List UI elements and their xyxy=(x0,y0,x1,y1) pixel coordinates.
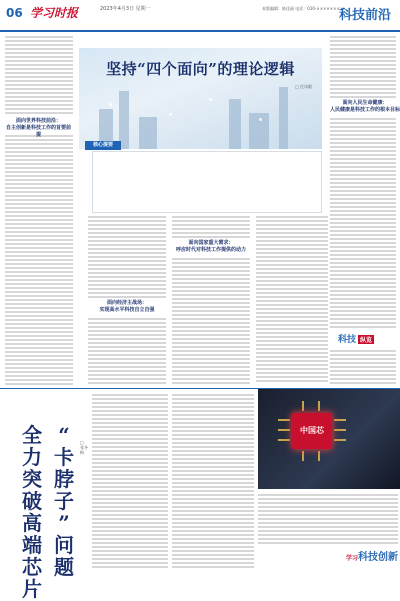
date-line: 2023年4月3日 星期一 xyxy=(100,6,151,12)
lead-title: 坚持“四个面向”的理论逻辑 xyxy=(106,60,295,78)
paper-name: 学习时报 xyxy=(30,6,79,20)
footer-main: 科技创新 xyxy=(358,552,399,563)
title-char: 脖 xyxy=(54,467,74,491)
title-char: 子 xyxy=(54,489,74,513)
editor-info: 本版编辑：陈佳丽 电话：010-×××××××× xyxy=(262,6,344,11)
title-char: 突 xyxy=(22,467,42,491)
subhead-2: 面向经济主战场： 实现高水平科技自立自强 xyxy=(99,300,155,313)
bottom-title-col1 xyxy=(15,424,49,600)
subhead-1: 面向世界科技前沿： 自主创新是科技工作的首要前提 xyxy=(5,118,71,138)
logo-tag: 纵览 xyxy=(360,337,373,344)
subhead-4: 面向人民生命健康： 人民健康是科技工作的根本目标 xyxy=(330,100,400,113)
bottom-title-col2 xyxy=(47,424,81,578)
title-char: 问 xyxy=(54,533,74,557)
title-char: ” xyxy=(58,511,70,535)
chip-label: 中国芯 xyxy=(300,426,324,435)
chip-image xyxy=(258,389,400,489)
footer-logo xyxy=(346,548,398,563)
title-char: 题 xyxy=(54,555,74,579)
subhead-3: 面向国家重大需求： 呼应时代对科技工作提供的动力 xyxy=(175,240,246,253)
footer-small: 学习 xyxy=(346,555,359,562)
logo-main: 科技 xyxy=(338,335,357,345)
page-number: 06 xyxy=(6,6,23,20)
title-char: 力 xyxy=(22,445,42,469)
bottom-author: □ 张冬梅 xyxy=(80,440,88,455)
chip-core xyxy=(292,413,332,449)
section-name: 科技前沿 xyxy=(339,8,392,23)
title-char: 卡 xyxy=(54,445,74,469)
section-logo xyxy=(338,332,374,345)
title-char: 芯 xyxy=(22,555,42,579)
lead-hero-image xyxy=(79,48,322,149)
title-char: 高 xyxy=(22,511,42,535)
title-char: 端 xyxy=(22,533,42,557)
masthead xyxy=(0,0,400,32)
lead-author: □ 任凤毅 xyxy=(294,84,312,89)
summary-box xyxy=(92,151,322,213)
title-char: 破 xyxy=(22,489,42,513)
title-char: 片 xyxy=(22,577,42,601)
title-char: 全 xyxy=(22,423,42,447)
summary-badge: 核心提要 xyxy=(85,141,121,150)
title-char: “ xyxy=(58,423,70,447)
